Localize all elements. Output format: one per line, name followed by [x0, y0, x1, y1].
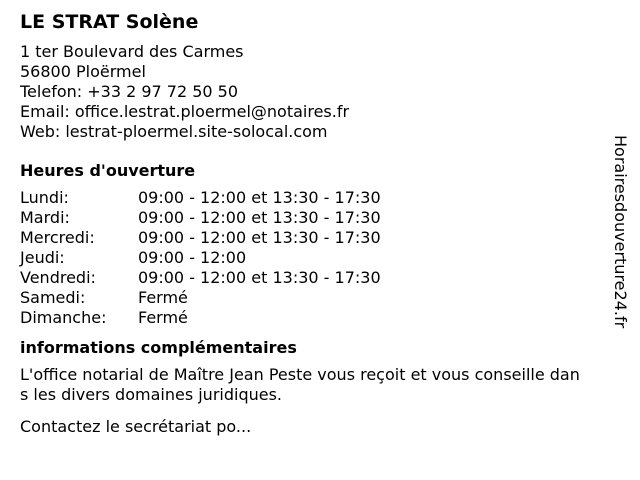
hours-day: Vendredi:	[20, 268, 96, 287]
phone-line: Telefon: +33 2 97 72 50 50	[20, 82, 239, 101]
hours-time: 09:00 - 12:00 et 13:30 - 17:30	[138, 228, 381, 247]
info-paragraph-truncated: Contactez le secrétariat po...	[20, 417, 252, 436]
city-line: 56800 Ploërmel	[20, 62, 146, 81]
hours-day: Samedi:	[20, 288, 86, 307]
listing-card	[20, 8, 600, 437]
hours-row	[20, 208, 381, 228]
hours-day: Lundi:	[20, 188, 69, 207]
hours-day: Jeudi:	[20, 248, 65, 267]
street-address: 1 ter Boulevard des Carmes	[20, 42, 244, 61]
email-line: Email: office.lestrat.ploermel@notaires.fr	[20, 102, 350, 121]
hours-day: Mercredi:	[20, 228, 95, 247]
hours-time: Fermé	[138, 288, 188, 307]
business-name: LE STRAT Solène	[20, 11, 199, 33]
hours-row	[20, 268, 381, 288]
web-line: Web: lestrat-ploermel.site-solocal.com	[20, 122, 328, 141]
hours-row	[20, 308, 381, 328]
site-brand-vertical: Horairesdouverture24.fr	[611, 135, 630, 329]
hours-table	[20, 188, 381, 328]
hours-day: Mardi:	[20, 208, 70, 227]
hours-time: 09:00 - 12:00 et 13:30 - 17:30	[138, 268, 381, 287]
hours-day: Dimanche:	[20, 308, 107, 327]
hours-time: 09:00 - 12:00	[138, 248, 247, 267]
info-paragraph: L'office notarial de Maître Jean Peste vous reçoit et vous conseille dans les divers domaines juridiques.	[20, 365, 580, 404]
hours-row	[20, 288, 381, 308]
hours-row	[20, 228, 381, 248]
info-heading: informations complémentaires	[20, 338, 297, 357]
hours-time: Fermé	[138, 308, 188, 327]
hours-row	[20, 248, 381, 268]
hours-heading: Heures d'ouverture	[20, 161, 196, 180]
contact-block	[20, 42, 600, 142]
hours-time: 09:00 - 12:00 et 13:30 - 17:30	[138, 188, 381, 207]
hours-time: 09:00 - 12:00 et 13:30 - 17:30	[138, 208, 381, 227]
hours-row	[20, 188, 381, 208]
